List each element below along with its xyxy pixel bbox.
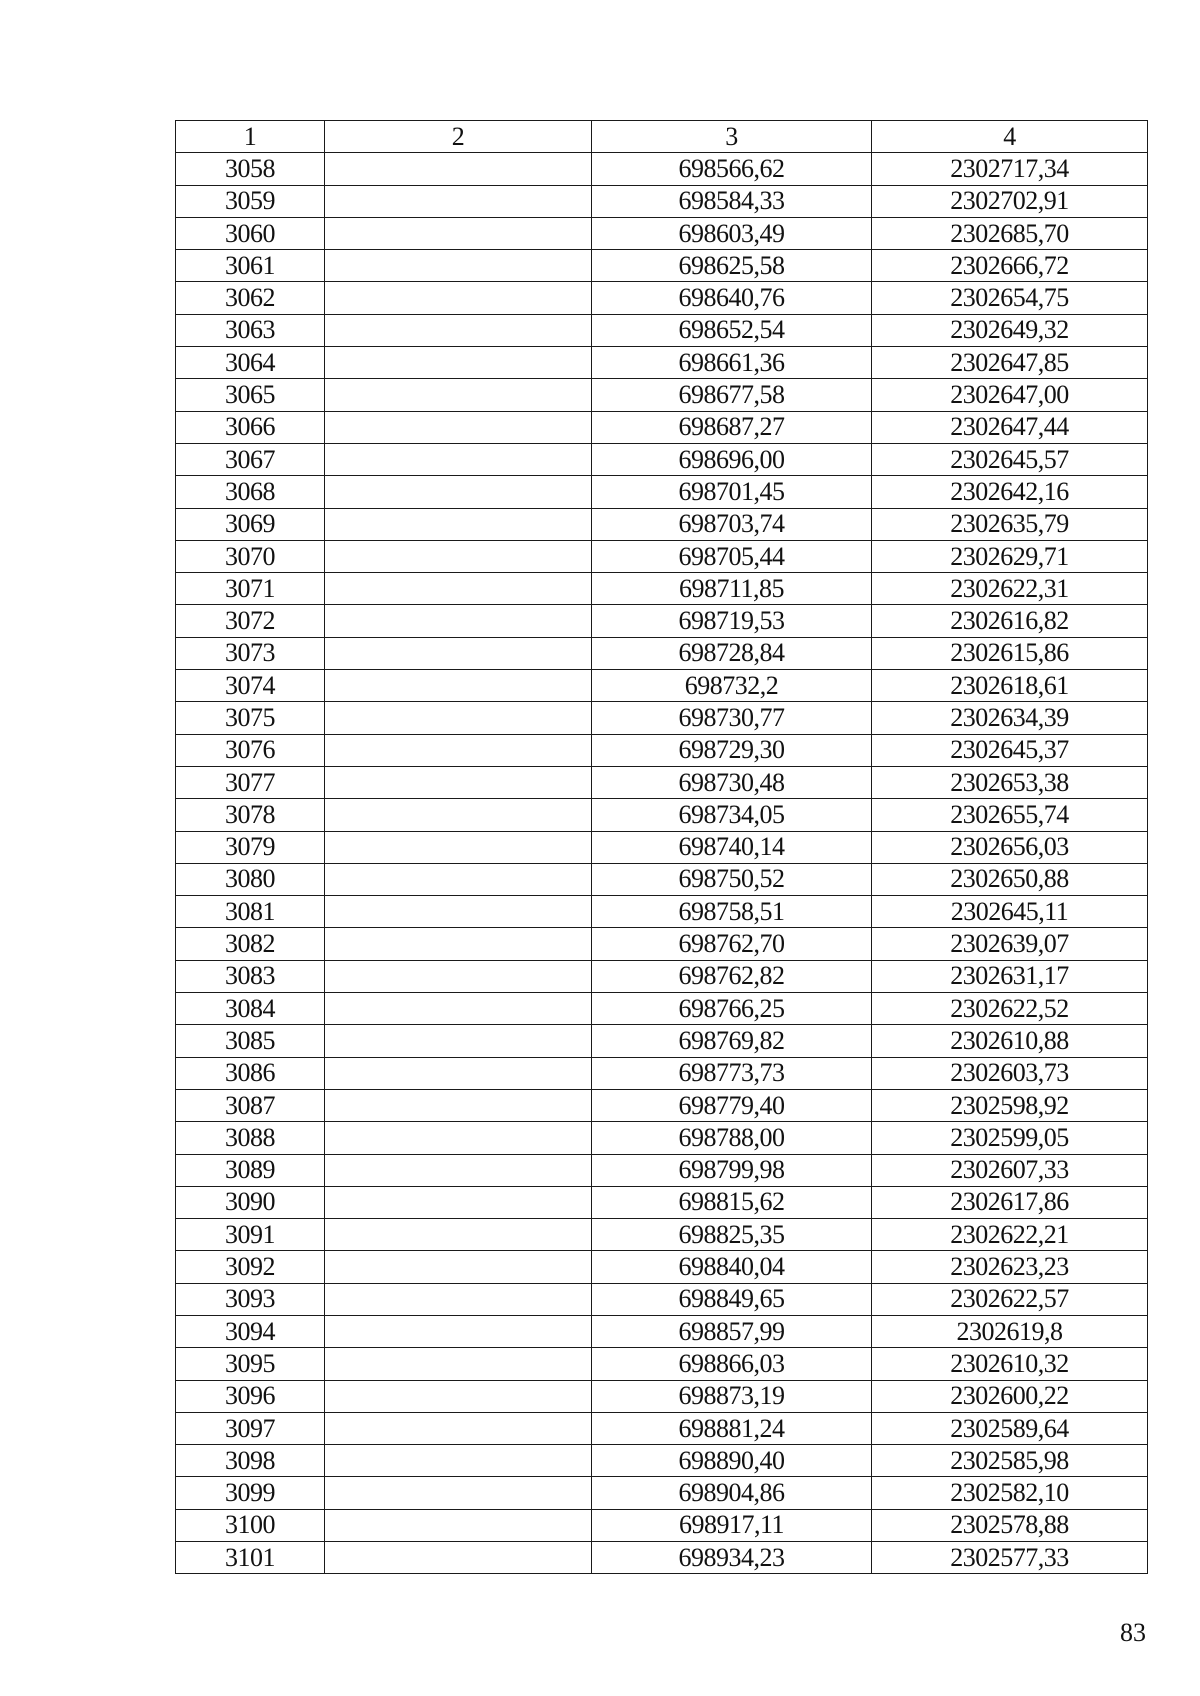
table-row [176,1477,1148,1509]
empty-cell [325,347,592,379]
empty-cell [325,896,592,928]
empty-cell [325,217,592,249]
x-coordinate-cell: 698779,40 [592,1089,872,1121]
x-coordinate-cell: 698766,25 [592,993,872,1025]
empty-cell [325,734,592,766]
table-row [176,1251,1148,1283]
x-coordinate-cell: 698719,53 [592,605,872,637]
empty-cell [325,185,592,217]
x-coordinate-cell: 698773,73 [592,1057,872,1089]
y-coordinate-cell: 2302619,8 [872,1315,1148,1347]
y-coordinate-cell: 2302607,33 [872,1154,1148,1186]
y-coordinate-cell: 2302617,86 [872,1186,1148,1218]
table-body [176,153,1148,1574]
table-row [176,928,1148,960]
x-coordinate-cell: 698687,27 [592,411,872,443]
x-coordinate-cell: 698849,65 [592,1283,872,1315]
table-row [176,1380,1148,1412]
empty-cell [325,670,592,702]
y-coordinate-cell: 2302653,38 [872,766,1148,798]
x-coordinate-cell: 698866,03 [592,1348,872,1380]
empty-cell [325,573,592,605]
empty-cell [325,993,592,1025]
x-coordinate-cell: 698762,70 [592,928,872,960]
empty-cell [325,476,592,508]
point-number-cell: 3097 [176,1412,325,1444]
point-number-cell: 3064 [176,347,325,379]
point-number-cell: 3071 [176,573,325,605]
table-row [176,1509,1148,1541]
column-header-2: 2 [325,121,592,153]
point-number-cell: 3083 [176,960,325,992]
y-coordinate-cell: 2302655,74 [872,799,1148,831]
empty-cell [325,250,592,282]
point-number-cell: 3099 [176,1477,325,1509]
table-row [176,993,1148,1025]
empty-cell [325,411,592,443]
empty-cell [325,379,592,411]
empty-cell [325,1509,592,1541]
table-row [176,637,1148,669]
y-coordinate-cell: 2302685,70 [872,217,1148,249]
table-row [176,347,1148,379]
table-row [176,863,1148,895]
table-row [176,379,1148,411]
point-number-cell: 3087 [176,1089,325,1121]
x-coordinate-cell: 698661,36 [592,347,872,379]
point-number-cell: 3061 [176,250,325,282]
y-coordinate-cell: 2302717,34 [872,153,1148,185]
y-coordinate-cell: 2302650,88 [872,863,1148,895]
y-coordinate-cell: 2302577,33 [872,1542,1148,1574]
table-row [176,831,1148,863]
y-coordinate-cell: 2302610,88 [872,1025,1148,1057]
y-coordinate-cell: 2302634,39 [872,702,1148,734]
empty-cell [325,637,592,669]
point-number-cell: 3066 [176,411,325,443]
table-row [176,1542,1148,1574]
point-number-cell: 3094 [176,1315,325,1347]
empty-cell [325,314,592,346]
empty-cell [325,702,592,734]
point-number-cell: 3079 [176,831,325,863]
table-row [176,314,1148,346]
empty-cell [325,831,592,863]
y-coordinate-cell: 2302615,86 [872,637,1148,669]
empty-cell [325,863,592,895]
empty-cell [325,282,592,314]
empty-cell [325,766,592,798]
x-coordinate-cell: 698729,30 [592,734,872,766]
y-coordinate-cell: 2302616,82 [872,605,1148,637]
empty-cell [325,1219,592,1251]
x-coordinate-cell: 698728,84 [592,637,872,669]
table-header [176,121,1148,153]
empty-cell [325,1122,592,1154]
point-number-cell: 3068 [176,476,325,508]
point-number-cell: 3073 [176,637,325,669]
empty-cell [325,443,592,475]
x-coordinate-cell: 698566,62 [592,153,872,185]
y-coordinate-cell: 2302645,57 [872,443,1148,475]
y-coordinate-cell: 2302599,05 [872,1122,1148,1154]
y-coordinate-cell: 2302622,31 [872,573,1148,605]
column-header-4: 4 [872,121,1148,153]
point-number-cell: 3086 [176,1057,325,1089]
y-coordinate-cell: 2302649,32 [872,314,1148,346]
page-number: 83 [1120,1618,1146,1647]
point-number-cell: 3092 [176,1251,325,1283]
table-row [176,960,1148,992]
point-number-cell: 3101 [176,1542,325,1574]
empty-cell [325,1348,592,1380]
x-coordinate-cell: 698917,11 [592,1509,872,1541]
y-coordinate-cell: 2302631,17 [872,960,1148,992]
x-coordinate-cell: 698840,04 [592,1251,872,1283]
point-number-cell: 3076 [176,734,325,766]
y-coordinate-cell: 2302645,11 [872,896,1148,928]
table-row [176,1057,1148,1089]
x-coordinate-cell: 698730,48 [592,766,872,798]
point-number-cell: 3078 [176,799,325,831]
y-coordinate-cell: 2302623,23 [872,1251,1148,1283]
point-number-cell: 3063 [176,314,325,346]
point-number-cell: 3085 [176,1025,325,1057]
x-coordinate-cell: 698740,14 [592,831,872,863]
empty-cell [325,153,592,185]
table-row [176,1412,1148,1444]
y-coordinate-cell: 2302642,16 [872,476,1148,508]
y-coordinate-cell: 2302585,98 [872,1445,1148,1477]
point-number-cell: 3069 [176,508,325,540]
point-number-cell: 3060 [176,217,325,249]
y-coordinate-cell: 2302618,61 [872,670,1148,702]
table-row [176,799,1148,831]
empty-cell [325,1542,592,1574]
x-coordinate-cell: 698881,24 [592,1412,872,1444]
empty-cell [325,1445,592,1477]
point-number-cell: 3100 [176,1509,325,1541]
x-coordinate-cell: 698732,2 [592,670,872,702]
point-number-cell: 3077 [176,766,325,798]
column-header-1: 1 [176,121,325,153]
point-number-cell: 3098 [176,1445,325,1477]
x-coordinate-cell: 698758,51 [592,896,872,928]
empty-cell [325,1025,592,1057]
y-coordinate-cell: 2302702,91 [872,185,1148,217]
y-coordinate-cell: 2302622,57 [872,1283,1148,1315]
point-number-cell: 3090 [176,1186,325,1218]
table-row [176,573,1148,605]
table-row [176,411,1148,443]
point-number-cell: 3075 [176,702,325,734]
empty-cell [325,1251,592,1283]
y-coordinate-cell: 2302610,32 [872,1348,1148,1380]
point-number-cell: 3084 [176,993,325,1025]
table-row [176,1315,1148,1347]
x-coordinate-cell: 698873,19 [592,1380,872,1412]
table-row [176,605,1148,637]
table-row [176,250,1148,282]
empty-cell [325,1380,592,1412]
y-coordinate-cell: 2302582,10 [872,1477,1148,1509]
empty-cell [325,540,592,572]
y-coordinate-cell: 2302603,73 [872,1057,1148,1089]
point-number-cell: 3074 [176,670,325,702]
table-row [176,1186,1148,1218]
point-number-cell: 3091 [176,1219,325,1251]
point-number-cell: 3070 [176,540,325,572]
empty-cell [325,1477,592,1509]
y-coordinate-cell: 2302654,75 [872,282,1148,314]
point-number-cell: 3093 [176,1283,325,1315]
y-coordinate-cell: 2302578,88 [872,1509,1148,1541]
table-row [176,1122,1148,1154]
y-coordinate-cell: 2302629,71 [872,540,1148,572]
point-number-cell: 3095 [176,1348,325,1380]
y-coordinate-cell: 2302622,52 [872,993,1148,1025]
x-coordinate-cell: 698904,86 [592,1477,872,1509]
table-row [176,1025,1148,1057]
point-number-cell: 3067 [176,443,325,475]
x-coordinate-cell: 698640,76 [592,282,872,314]
table-row [176,1219,1148,1251]
point-number-cell: 3058 [176,153,325,185]
y-coordinate-cell: 2302647,00 [872,379,1148,411]
empty-cell [325,928,592,960]
empty-cell [325,605,592,637]
x-coordinate-cell: 698762,82 [592,960,872,992]
x-coordinate-cell: 698705,44 [592,540,872,572]
table-row [176,766,1148,798]
empty-cell [325,799,592,831]
x-coordinate-cell: 698769,82 [592,1025,872,1057]
table-row [176,508,1148,540]
table-row [176,670,1148,702]
y-coordinate-cell: 2302647,44 [872,411,1148,443]
x-coordinate-cell: 698934,23 [592,1542,872,1574]
x-coordinate-cell: 698890,40 [592,1445,872,1477]
table-row [176,896,1148,928]
table-row [176,1089,1148,1121]
empty-cell [325,1315,592,1347]
empty-cell [325,960,592,992]
point-number-cell: 3062 [176,282,325,314]
y-coordinate-cell: 2302656,03 [872,831,1148,863]
x-coordinate-cell: 698815,62 [592,1186,872,1218]
x-coordinate-cell: 698734,05 [592,799,872,831]
y-coordinate-cell: 2302666,72 [872,250,1148,282]
x-coordinate-cell: 698825,35 [592,1219,872,1251]
x-coordinate-cell: 698711,85 [592,573,872,605]
table-row [176,185,1148,217]
x-coordinate-cell: 698625,58 [592,250,872,282]
empty-cell [325,1283,592,1315]
x-coordinate-cell: 698857,99 [592,1315,872,1347]
table-row [176,1348,1148,1380]
y-coordinate-cell: 2302600,22 [872,1380,1148,1412]
y-coordinate-cell: 2302647,85 [872,347,1148,379]
point-number-cell: 3065 [176,379,325,411]
coordinates-table [175,120,1148,1574]
empty-cell [325,1412,592,1444]
x-coordinate-cell: 698584,33 [592,185,872,217]
point-number-cell: 3088 [176,1122,325,1154]
empty-cell [325,1186,592,1218]
empty-cell [325,508,592,540]
table-row [176,1283,1148,1315]
y-coordinate-cell: 2302598,92 [872,1089,1148,1121]
table-row [176,153,1148,185]
point-number-cell: 3089 [176,1154,325,1186]
point-number-cell: 3072 [176,605,325,637]
table-row [176,702,1148,734]
table-row [176,217,1148,249]
y-coordinate-cell: 2302639,07 [872,928,1148,960]
y-coordinate-cell: 2302589,64 [872,1412,1148,1444]
x-coordinate-cell: 698703,74 [592,508,872,540]
x-coordinate-cell: 698677,58 [592,379,872,411]
table-row [176,734,1148,766]
column-header-3: 3 [592,121,872,153]
table-row [176,443,1148,475]
empty-cell [325,1089,592,1121]
point-number-cell: 3096 [176,1380,325,1412]
point-number-cell: 3080 [176,863,325,895]
table-row [176,1154,1148,1186]
table-row [176,540,1148,572]
x-coordinate-cell: 698799,98 [592,1154,872,1186]
y-coordinate-cell: 2302622,21 [872,1219,1148,1251]
x-coordinate-cell: 698730,77 [592,702,872,734]
point-number-cell: 3082 [176,928,325,960]
x-coordinate-cell: 698701,45 [592,476,872,508]
table-row [176,476,1148,508]
table-header-row [176,121,1148,153]
y-coordinate-cell: 2302645,37 [872,734,1148,766]
empty-cell [325,1154,592,1186]
point-number-cell: 3081 [176,896,325,928]
point-number-cell: 3059 [176,185,325,217]
empty-cell [325,1057,592,1089]
x-coordinate-cell: 698696,00 [592,443,872,475]
x-coordinate-cell: 698652,54 [592,314,872,346]
x-coordinate-cell: 698788,00 [592,1122,872,1154]
table-row [176,282,1148,314]
table-row [176,1445,1148,1477]
x-coordinate-cell: 698603,49 [592,217,872,249]
y-coordinate-cell: 2302635,79 [872,508,1148,540]
x-coordinate-cell: 698750,52 [592,863,872,895]
